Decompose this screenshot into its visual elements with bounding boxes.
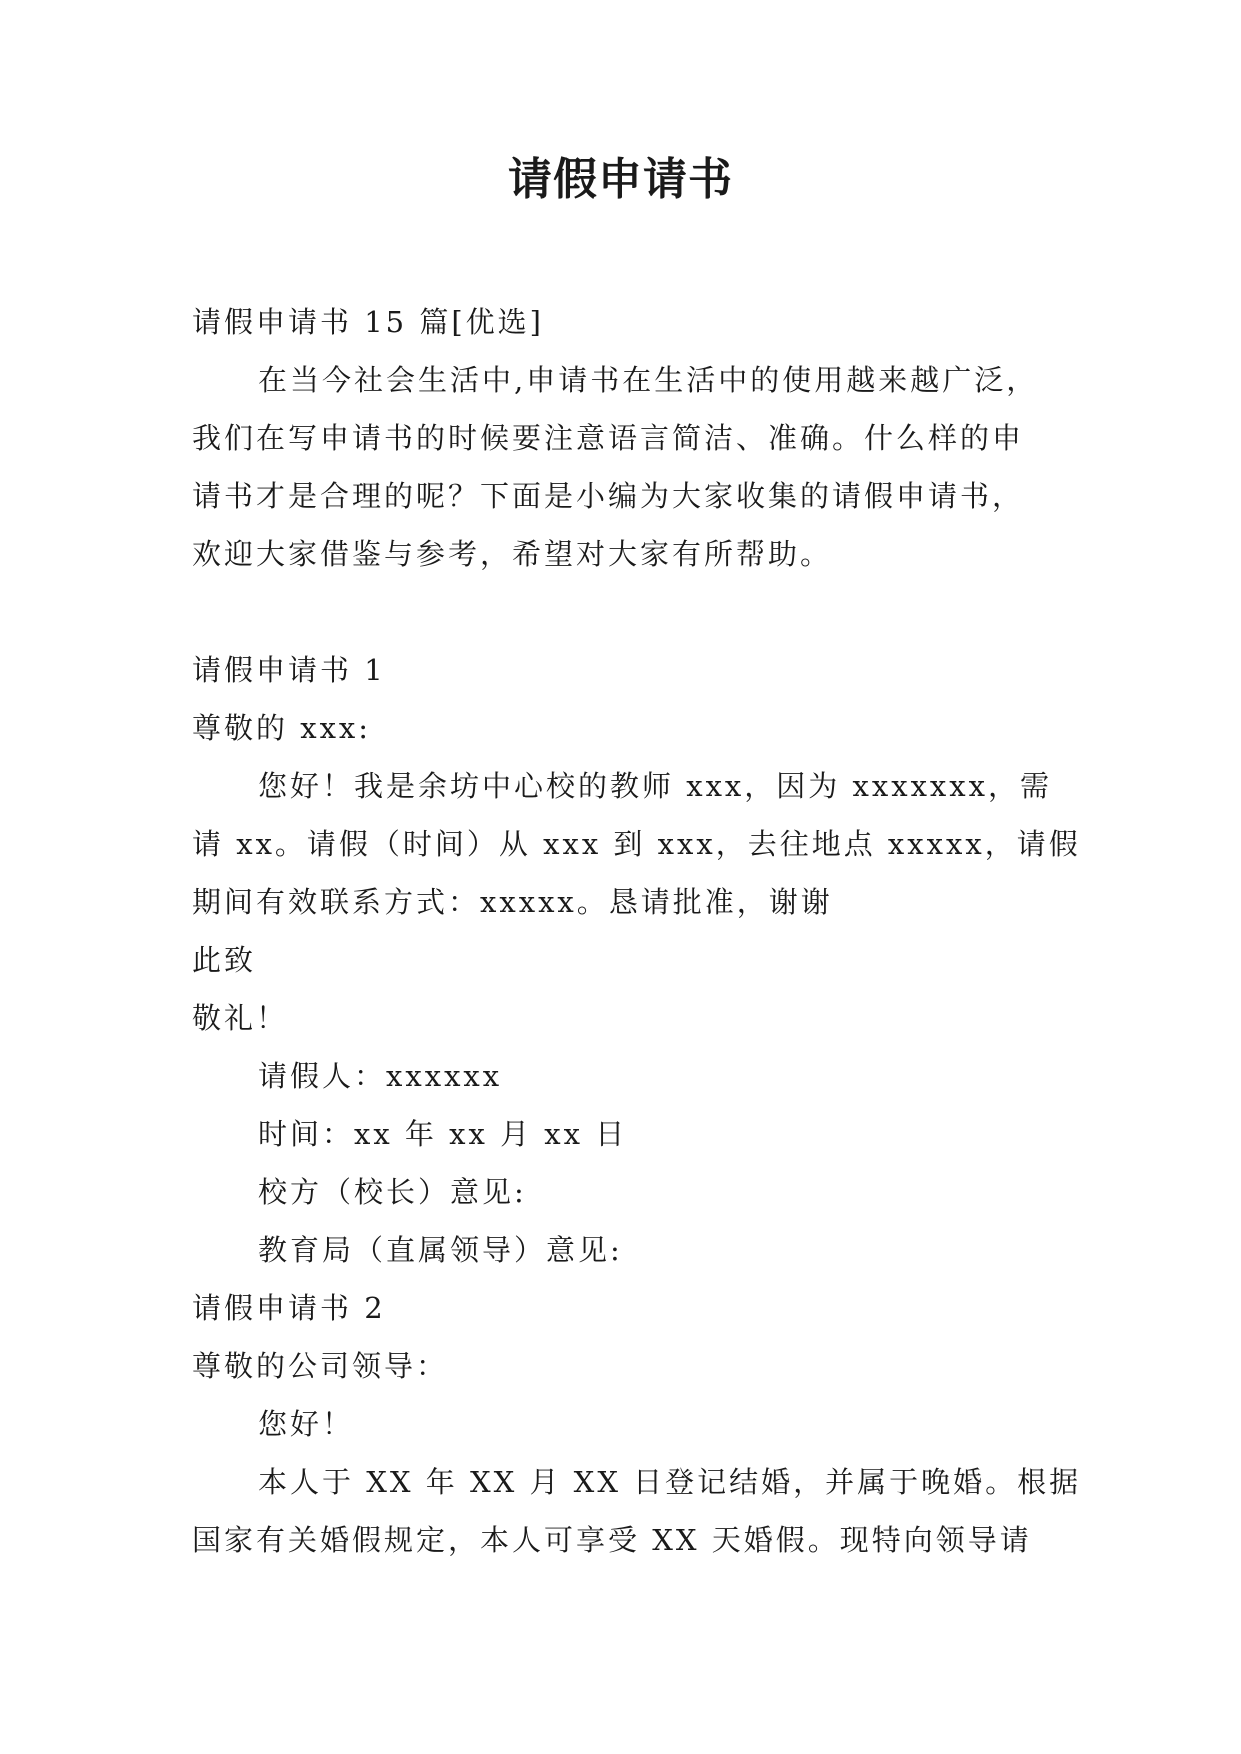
document-body	[192, 293, 1082, 1569]
document-title: 请假申请书	[508, 154, 733, 205]
intro-line-4: 欢迎大家借鉴与参考，希望对大家有所帮助。	[192, 537, 833, 571]
signature-date: 时间：xx 年 xx 月 xx 日	[258, 1117, 628, 1151]
intro-line-1: 在当今社会生活中,申请书在生活中的使用越来越广泛，	[258, 363, 1039, 397]
intro-line-2: 我们在写申请书的时候要注意语言简洁、准确。什么样的申	[192, 421, 1025, 455]
subtitle-line: 请假申请书 15 篇[优选]	[192, 305, 544, 339]
letter2-line-2: 国家有关婚假规定，本人可享受 XX 天婚假。现特向领导请	[192, 1523, 1032, 1557]
closing-jingli: 敬礼！	[192, 1001, 289, 1035]
greeting-2: 您好！	[258, 1407, 355, 1441]
intro-line-3: 请书才是合理的呢？下面是小编为大家收集的请假申请书，	[192, 479, 1025, 513]
salutation-1: 尊敬的 xxx:	[192, 711, 372, 745]
salutation-2: 尊敬的公司领导：	[192, 1349, 449, 1383]
closing-cizhi: 此致	[192, 943, 257, 977]
letter1-line-2: 请 xx。请假（时间）从 xxx 到 xxx，去往地点 xxxxx，请假	[192, 827, 1081, 861]
bureau-opinion: 教育局（直属领导）意见:	[258, 1233, 623, 1267]
letter1-line-3: 期间有效联系方式：xxxxx。恳请批准，谢谢	[192, 885, 833, 919]
section-heading-2: 请假申请书 2	[192, 1291, 386, 1325]
letter1-line-1: 您好！我是余坊中心校的教师 xxx，因为 xxxxxxx，需	[258, 769, 1052, 803]
signature-applicant: 请假人：xxxxxx	[258, 1059, 503, 1093]
letter2-line-1: 本人于 XX 年 XX 月 XX 日登记结婚，并属于晚婚。根据	[258, 1465, 1082, 1499]
school-opinion: 校方（校长）意见:	[258, 1175, 527, 1209]
blank-line	[192, 583, 1072, 641]
section-heading-1: 请假申请书 1	[192, 653, 386, 687]
